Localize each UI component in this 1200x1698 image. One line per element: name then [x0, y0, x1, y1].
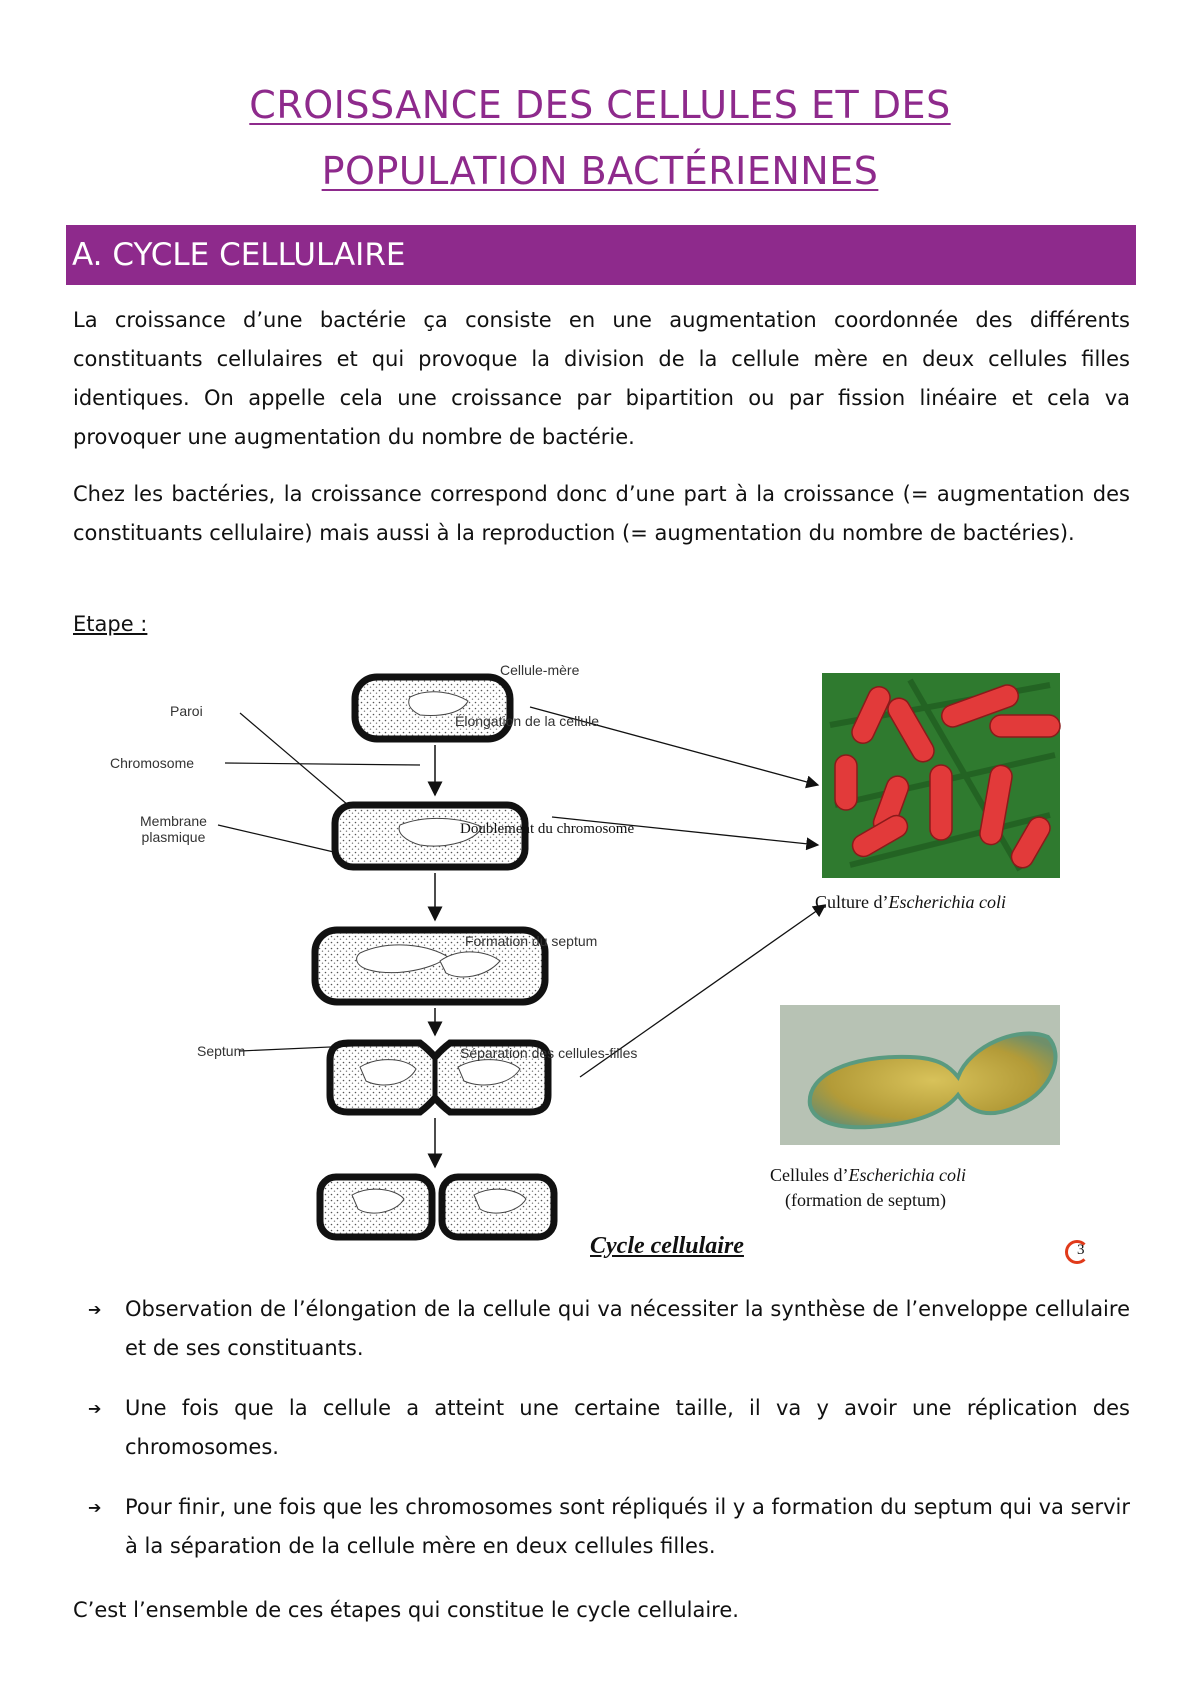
label-chromosome: Chromosome — [110, 755, 195, 771]
cell-daughter-left — [320, 1177, 432, 1237]
arrow-bullet-icon: ➔ — [88, 1498, 102, 1517]
figure-title: Cycle cellulaire — [590, 1233, 744, 1259]
cells-caption-species: Escherichia coli — [848, 1165, 966, 1185]
document-title — [0, 72, 1200, 204]
cells-caption-line2: (formation de septum) — [785, 1190, 946, 1210]
paragraph-intro: La croissance d’une bactérie ça consiste en une augmentation coordonnée des différents constituants cellulaires et qui provoque la division de la cellule mère en deux cellules filles identiques. On appelle cela une croissance par bipartition ou par fission linéaire et cela va provoquer une augmentation du nombre de bactérie. — [73, 308, 1130, 449]
title-line-2: POPULATION BACTÉRIENNES — [321, 149, 879, 193]
page-mark-number: 3 — [1077, 1242, 1085, 1258]
list-item-text: Une fois que la cellule a atteint une certaine taille, il va y avoir une réplication des chromosomes. — [125, 1396, 1130, 1459]
steps-list — [80, 1290, 1130, 1587]
label-septum: Septum — [197, 1043, 246, 1059]
etape-label: Etape : — [73, 612, 148, 636]
label-cellule-mere: Cellule-mère — [500, 662, 580, 678]
label-paroi: Paroi — [170, 703, 203, 719]
label-doublement: Doublement du chromosome — [460, 821, 635, 837]
arrow-bullet-icon: ➔ — [88, 1399, 102, 1418]
list-item — [80, 1389, 1130, 1467]
cell-cycle-figure — [90, 662, 1110, 1275]
cell-daughter-right — [442, 1177, 554, 1237]
culture-caption — [815, 892, 1006, 913]
cells-caption — [770, 1165, 966, 1186]
ecoli-septum-photo — [780, 1005, 1060, 1145]
conclusion-text: C’est l’ensemble de ces étapes qui constitue le cycle cellulaire. — [73, 1598, 739, 1622]
label-elongation: Élongation de la cellule — [455, 713, 599, 729]
list-item — [80, 1290, 1130, 1368]
label-formation-septum: Formation du septum — [465, 933, 598, 949]
list-item — [80, 1488, 1130, 1566]
list-item-text: Pour finir, une fois que les chromosomes sont répliqués il y a formation du septum qui va servir à la séparation de la cellule mère en deux cellules filles. — [125, 1495, 1130, 1558]
title-line-1: CROISSANCE DES CELLULES ET DES — [249, 83, 951, 127]
list-item-text: Observation de l’élongation de la cellule qui va nécessiter la synthèse de l’enveloppe cellulaire et de ses constituants. — [125, 1297, 1130, 1360]
label-membrane-plasmique — [140, 813, 207, 845]
page-mark — [1065, 1240, 1089, 1264]
label-separation: Séparation des cellules-filles — [460, 1045, 638, 1061]
cell-mother — [355, 677, 510, 739]
label-membrane-line1: Membrane — [140, 813, 207, 829]
culture-caption-prefix: Culture d’ — [815, 892, 889, 912]
arrow-bullet-icon: ➔ — [88, 1300, 102, 1319]
cells-caption-prefix: Cellules d’ — [770, 1165, 849, 1185]
paragraph-growth: Chez les bactéries, la croissance correspond donc d’une part à la croissance (= augmentation des constituants cellulaire) mais aussi à la reproduction (= augmentation du nombre de bactéries). — [73, 482, 1130, 545]
culture-caption-species: Escherichia coli — [888, 892, 1006, 912]
label-membrane-line2: plasmique — [141, 829, 206, 845]
section-heading: A. CYCLE CELLULAIRE — [66, 225, 1136, 285]
culture-photo — [822, 673, 1060, 878]
